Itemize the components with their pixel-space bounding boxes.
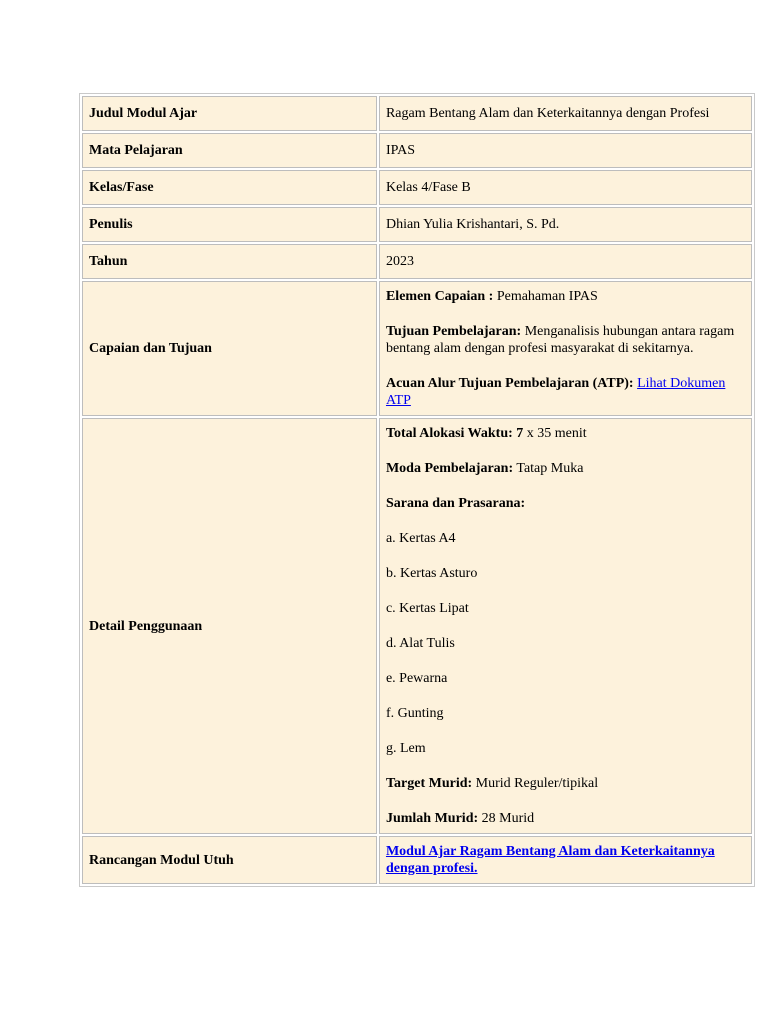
waktu-number: 7 bbox=[512, 426, 524, 441]
jumlah-murid bbox=[386, 810, 745, 827]
label-kelas-fase: Kelas/Fase bbox=[82, 170, 377, 205]
list-item: b. Kertas Asturo bbox=[385, 566, 478, 581]
value-mata-pelajaran: IPAS bbox=[379, 133, 752, 168]
label-mata-pelajaran: Mata Pelajaran bbox=[82, 133, 377, 168]
jumlah-value: 28 Murid bbox=[478, 811, 535, 826]
sarana-prasarana-heading bbox=[386, 495, 745, 512]
table-row bbox=[82, 281, 752, 416]
label-rancangan-modul: Rancangan Modul Utuh bbox=[82, 836, 377, 884]
list-item: d. Alat Tulis bbox=[385, 636, 455, 651]
elemen-capaian-label: Elemen Capaian : bbox=[385, 289, 494, 304]
label-judul: Judul Modul Ajar bbox=[82, 96, 377, 131]
list-item: a. Kertas A4 bbox=[385, 531, 456, 546]
tujuan-pembelajaran-label: Tujuan Pembelajaran: bbox=[385, 324, 522, 339]
atp-document-link[interactable]: Lihat Dokumen ATP bbox=[385, 376, 726, 408]
value-tahun: 2023 bbox=[379, 244, 752, 279]
acuan-atp bbox=[386, 375, 745, 409]
table-row bbox=[82, 836, 752, 884]
table-row bbox=[82, 170, 752, 205]
total-alokasi-waktu bbox=[386, 425, 745, 442]
sarana-label: Sarana dan Prasarana: bbox=[385, 496, 526, 511]
acuan-atp-label: Acuan Alur Tujuan Pembelajaran (ATP): bbox=[385, 376, 634, 391]
table-row bbox=[82, 96, 752, 131]
value-detail-penggunaan bbox=[379, 418, 752, 834]
moda-value: Tatap Muka bbox=[513, 461, 584, 476]
table-row bbox=[82, 244, 752, 279]
table-row bbox=[82, 207, 752, 242]
module-info-table bbox=[79, 93, 755, 887]
value-capaian-tujuan bbox=[379, 281, 752, 416]
list-item: c. Kertas Lipat bbox=[385, 601, 469, 616]
list-item: e. Pewarna bbox=[385, 671, 448, 686]
value-penulis: Dhian Yulia Krishantari, S. Pd. bbox=[379, 207, 752, 242]
list-item: f. Gunting bbox=[385, 706, 444, 721]
waktu-rest: x 35 menit bbox=[523, 426, 587, 441]
jumlah-label: Jumlah Murid: bbox=[385, 811, 479, 826]
label-penulis: Penulis bbox=[82, 207, 377, 242]
waktu-label: Total Alokasi Waktu: bbox=[385, 426, 513, 441]
label-tahun: Tahun bbox=[82, 244, 377, 279]
table-row bbox=[82, 418, 752, 834]
tujuan-pembelajaran-value: Menganalisis hubungan antara ragam bentang alam dengan profesi masyarakat di sekitarnya. bbox=[385, 324, 735, 356]
target-label: Target Murid: bbox=[385, 776, 473, 791]
table-row bbox=[82, 133, 752, 168]
elemen-capaian-value: Pemahaman IPAS bbox=[493, 289, 598, 304]
list-item: g. Lem bbox=[385, 741, 426, 756]
target-value: Murid Reguler/tipikal bbox=[472, 776, 599, 791]
value-judul: Ragam Bentang Alam dan Keterkaitannya dengan Profesi bbox=[379, 96, 752, 131]
moda-label: Moda Pembelajaran: bbox=[385, 461, 514, 476]
tujuan-pembelajaran bbox=[386, 323, 745, 357]
moda-pembelajaran bbox=[386, 460, 745, 477]
modul-ajar-link[interactable]: Modul Ajar Ragam Bentang Alam dan Keterkaitannya dengan profesi. bbox=[385, 844, 715, 876]
label-detail-penggunaan: Detail Penggunaan bbox=[82, 418, 377, 834]
value-rancangan-modul bbox=[379, 836, 752, 884]
target-murid bbox=[386, 775, 745, 792]
label-capaian-tujuan: Capaian dan Tujuan bbox=[82, 281, 377, 416]
elemen-capaian bbox=[386, 288, 745, 305]
module-info-table-wrapper bbox=[79, 93, 755, 887]
value-kelas-fase: Kelas 4/Fase B bbox=[379, 170, 752, 205]
